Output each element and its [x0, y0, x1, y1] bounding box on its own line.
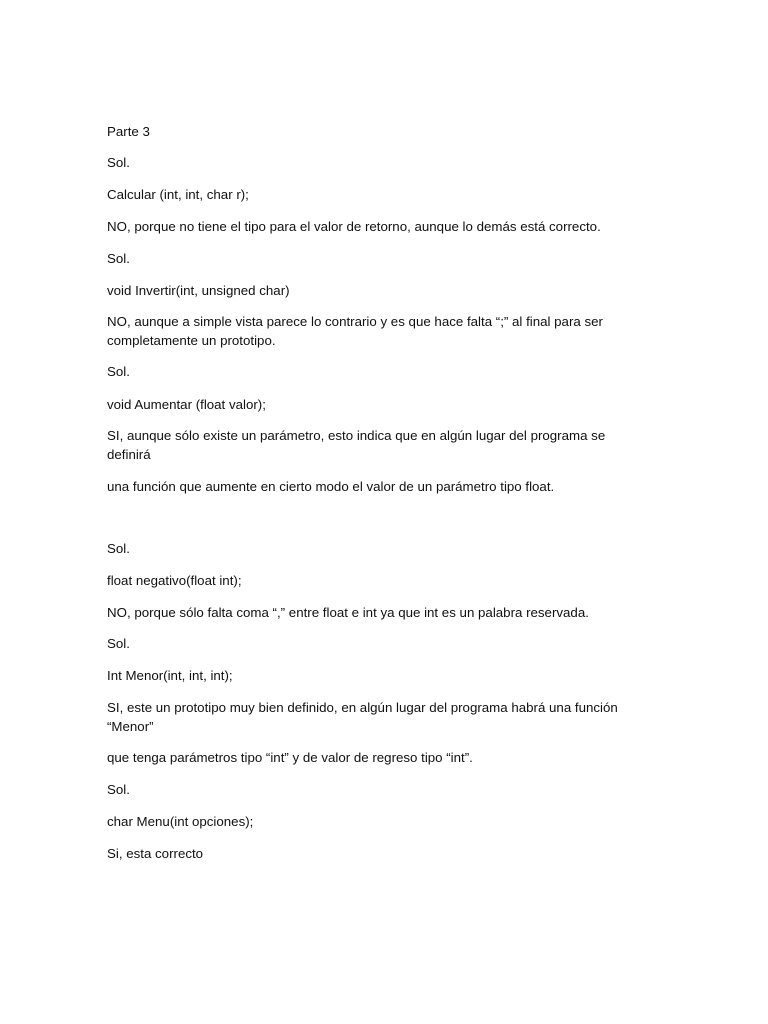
paragraph-sol-3: Sol. [107, 364, 130, 379]
paragraph-answer-4: NO, porque sólo falta coma “,” entre float e int ya que int es un palabra reservada. [107, 605, 589, 620]
paragraph-calcular: Calcular (int, int, char r); [107, 187, 249, 202]
section-heading: Parte 3 [107, 124, 150, 139]
paragraph-menu: char Menu(int opciones); [107, 814, 254, 829]
paragraph-answer-5: SI, este un prototipo muy bien definido, en algún lugar del programa habrá una función “Menor” [107, 700, 618, 734]
paragraph-sol-4: Sol. [107, 541, 130, 556]
paragraph-aumentar: void Aumentar (float valor); [107, 397, 266, 412]
paragraph-answer-5-cont: que tenga parámetros tipo “int” y de valor de regreso tipo “int”. [107, 750, 473, 765]
paragraph-answer-6: Si, esta correcto [107, 846, 204, 861]
paragraph-sol-6: Sol. [107, 782, 130, 797]
paragraph-invertir: void Invertir(int, unsigned char) [107, 283, 290, 298]
paragraph-answer-1: NO, porque no tiene el tipo para el valor de retorno, aunque lo demás está correcto. [107, 219, 601, 234]
paragraph-sol-5: Sol. [107, 636, 130, 651]
paragraph-negativo: float negativo(float int); [107, 573, 242, 588]
paragraph-answer-3: SI, aunque sólo existe un parámetro, esto indica que en algún lugar del programa se definirá [107, 428, 606, 462]
paragraph-sol-2: Sol. [107, 251, 130, 266]
paragraph-menor: Int Menor(int, int, int); [107, 668, 233, 683]
paragraph-answer-2: NO, aunque a simple vista parece lo contrario y es que hace falta “;” al final para ser completamente un prototipo. [107, 314, 603, 348]
paragraph-sol-1: Sol. [107, 155, 130, 170]
paragraph-answer-3-cont: una función que aumente en cierto modo el valor de un parámetro tipo float. [107, 479, 555, 494]
